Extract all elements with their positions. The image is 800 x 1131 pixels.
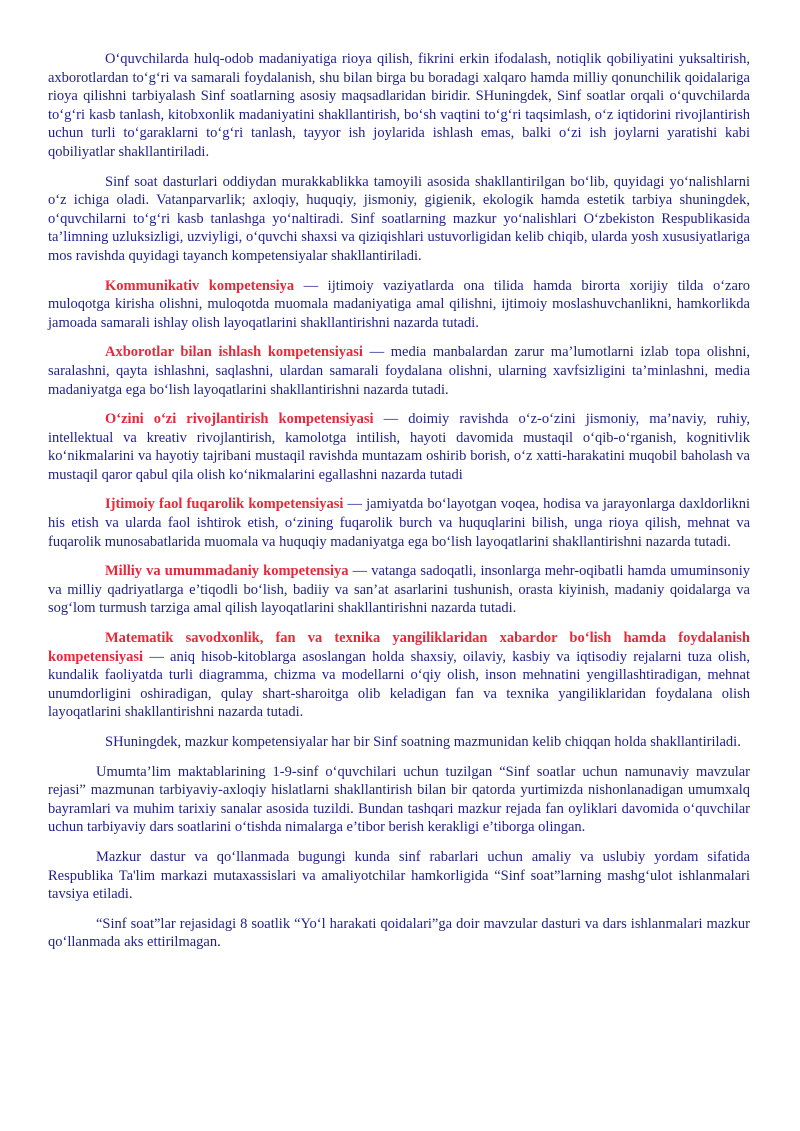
paragraph-intro [48,50,750,162]
paragraph-curriculum [48,763,750,837]
competence-term: Milliy va umummadaniy kompetensiya [105,563,349,580]
competence-term: Axborotlar bilan ishlash kompetensiyasi [105,344,363,361]
paragraph-information-competence [48,343,750,399]
paragraph-text: — aniq hisob-kitoblarga asoslangan holda shaxsiy, oilaviy, kasbiy va iqtisodiy rejalarni tuza olish, kundalik faoliyatda turli diagramma, chizma va modellarni o‘qiy olish, inson mehnatini yengillashtiradigan, mehnat unumdorligini oshiradigan, qulay shart-sharoitga olib keladigan fan va texnika yangiliklaridan foydalana olish layoqatlarini shakllantirishni nazarda tutadi. [48,648,750,721]
paragraph-civic-competence [48,495,750,551]
competence-term: Ijtimoiy faol fuqarolik kompetensiyasi [105,496,344,513]
competence-term: Matematik savodxonlik, fan va texnika yangiliklaridan xabardor bo‘lish hamda foydalanish kompetensiyasi [48,630,750,665]
paragraph-text: SHuningdek, mazkur kompetensiyalar har bir Sinf soatning mazmunidan kelib chiqqan holda shakllantiriladi. [105,734,741,750]
paragraph-text: Sinf soat dasturlari oddiydan murakkablikka tamoyili asosida shakllantirilgan bo‘lib, quyidagi yo‘nalishlarni o‘z ichiga oladi. Vatanparvarlik; axloqiy, huquqiy, jismoniy, gigienik, ekologik hamda estetik tarbiya shuningdek, o‘quvchilarni to‘g‘ri kasb tanlashga yo‘naltiradi. Sinf soatlarning mazkur yo‘nalishlari O‘zbekiston Respublikasida ta’limning uzluksizligi, uzviyligi, o‘quvchi shaxsi va qiziqishlari ustuvorligidan kelib chiqib, ularda yosh xususiyatlariga mos ravishda quyidagi tayanch kompetensiyalar shakllantiriladi. [48,173,750,264]
paragraph-text: — vatanga sadoqatli, insonlarga mehr-oqibatli hamda umuminsoniy va milliy qadriyatlarga e’tiqodli bo‘lish, badiiy va san’at asarlarini tushunish, orasta kiyinish, madaniy qoidalarga va sog‘lom turmush tarziga amal qilish layoqatlarini shakllantirishni nazarda tutadi. [48,563,750,617]
paragraph-cultural-competence [48,562,750,618]
paragraph-text: Mazkur dastur va qo‘llanmada bugungi kunda sinf rabarlari uchun amaliy va uslubiy yordam sifatida Respublika Ta'lim markazi mutaxassislari va amaliyotchilar hamkorligida “Sinf soat”larning mashg‘ulot ishlanmalari tavsiya etiladi. [48,848,750,903]
paragraph-communicative-competence [48,277,750,333]
competence-term: Kommunikativ kompetensiya [105,277,295,294]
paragraph-text: O‘quvchilarda hulq-odob madaniyatiga rioya qilish, fikrini erkin ifodalash, notiqlik qobiliyatini yuksaltirish, axborotlardan to‘g‘ri va samarali foydalanish, shu bilan birga bu boradagi xalqaro hamda milliy qonunchilik qoidalariga rioya qilishni tarbiyalash Sinf soatlarning asosiy maqsadlaridan biridir. SHuningdek, Sinf soatlar orqali o‘quvchilarda to‘g‘ri kasb tanlash, kitobxonlik madaniyatini shakllantirish, bo‘sh vaqtini to‘g‘ri taqsimlash, o‘z iqtidorini rivojlantirish uchun turli to‘garaklarni to‘g‘ri tanlash, tayyor ish joylarida ishlash emas, balki o‘zi ish joylarni yaratishi kabi qobiliyatlar shakllantiriladi. [48,51,750,160]
paragraph-text: — media manbalardan zarur ma’lumotlarni izlab topa olishni, saralashni, qayta ishlashni, saqlashni, ulardan samarali foydalana olishni, ularning xavfsizligini ta’minlashni, media madaniyatga ega bo‘lish layoqatlarini shakllantirishni nazarda tutadi. [48,344,750,398]
paragraph-mathematical-competence [48,629,750,722]
paragraph-text: — doimiy ravishda o‘z-o‘zini jismoniy, ma’naviy, ruhiy, intellektual va kreativ rivojlantirish, kamolotga intilish, hayoti davomida mustaqil o‘qib-o‘rganish, kognitivlik ko‘nikmalarini va hayotiy tajribani mustaqil ravishda muntazam oshirib borish, o‘z xatti-harakatini muqobil baholash va mustaqil qaror qabul qila olish ko‘nikmalarini egallashni nazarda tutadi [48,411,750,483]
paragraph-text: “Sinf soat”lar rejasidagi 8 soatlik “Yo‘l harakati qoidalari”ga doir mavzular dasturi va dars ishlanmalari mazkur qo‘llanmada aks ettirilmagan. [48,915,750,951]
paragraph-recommendation [48,848,750,904]
paragraph-text: — jamiyatda bo‘layotgan voqea, hodisa va jarayonlarga daxldorlikni his etish va ularda faol ishtirok etish, o‘zining fuqarolik burch va huquqlarini bilish, unga rioya qilish, mehnat va fuqarolik munosabatlarida muomala va huquqiy madaniyatga ega bo‘lish layoqatlarini shakllantirishni nazarda tutadi. [48,496,751,550]
paragraph-summary [48,733,750,752]
paragraph-traffic-rules-note [48,915,750,952]
competence-term: O‘zini o‘zi rivojlantirish kompetensiyasi [105,411,374,428]
paragraph-text: — ijtimoiy vaziyatlarda ona tilida hamda birorta xorijiy tilda o‘zaro muloqotga kirisha olishni, muloqotda muomala madaniyatiga amal qilishni, ijtimoiy moslashuvchanlikni, hamkorlikda jamoada samarali ishlay olish layoqatlarini shakllantirishni nazarda tutadi. [48,277,750,331]
paragraph-text: Umumta’lim maktablarining 1-9-sinf o‘quvchilari uchun tuzilgan “Sinf soatlar uchun namunaviy mavzular rejasi” mazmunan tarbiyaviy-axloqiy hislatlarni shakllantirish bilan bir qatorda yurtimizda nishonlanadigan umumxalq bayramlari va muhim tarixiy sanalar asosida tuzildi. Bundan tashqari mazkur rejada fan oyliklari davomida o‘quvchilar uchun tarbiyaviy dars soatlarini o‘tishda nimalarga e’tibor berish kerakligi e’tiborga olingan. [48,763,750,836]
paragraph-directions [48,173,750,266]
paragraph-self-development-competence [48,410,750,484]
